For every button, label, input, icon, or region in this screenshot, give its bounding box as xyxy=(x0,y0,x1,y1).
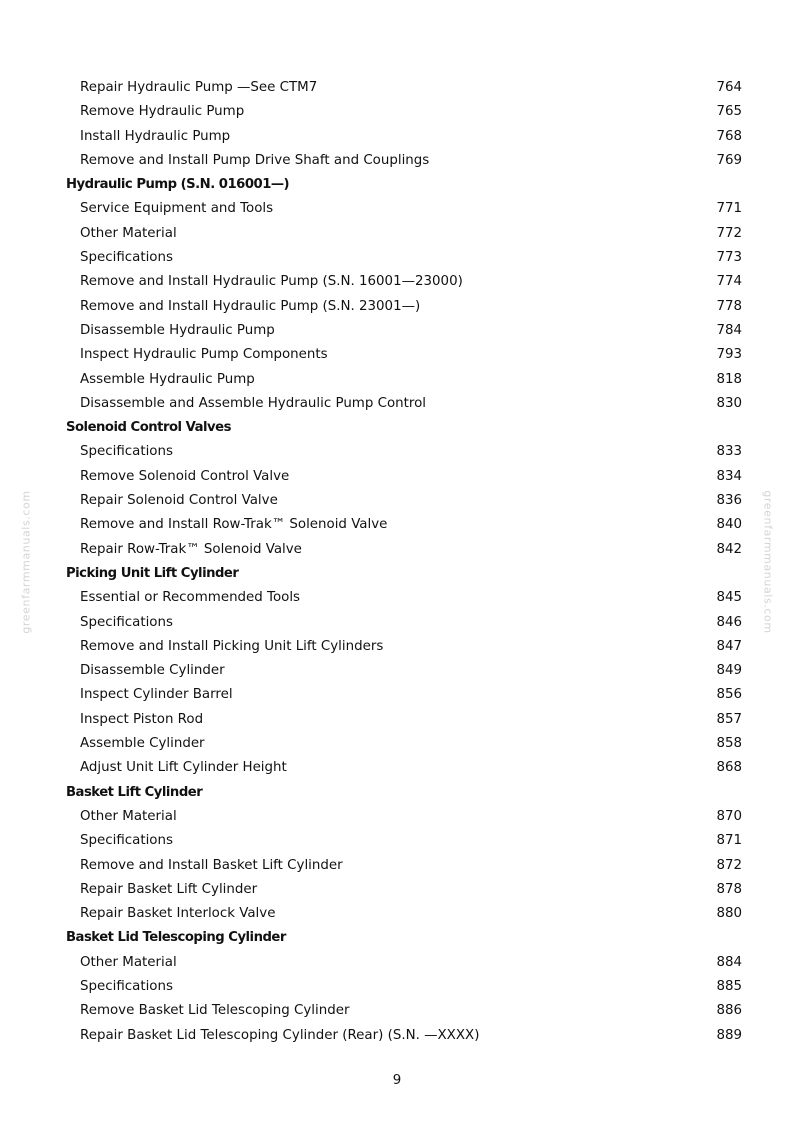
entry-page-number: 842 xyxy=(716,541,742,557)
entry-title: Essential or Recommended Tools xyxy=(80,590,301,606)
toc-entry[interactable] xyxy=(66,76,742,100)
entry-title: Specifications xyxy=(80,250,173,266)
toc-entry[interactable] xyxy=(66,197,742,221)
entry-page-number: 870 xyxy=(716,808,742,824)
entry-page-number: 857 xyxy=(716,711,742,727)
entry-page-number: 771 xyxy=(716,201,742,217)
toc-entry[interactable] xyxy=(66,489,742,513)
entry-page-number: 764 xyxy=(716,80,742,95)
section-title: Solenoid Control Valves xyxy=(66,420,231,436)
toc-section-heading xyxy=(66,781,742,805)
toc-entry[interactable] xyxy=(66,878,742,902)
entry-page-number: 773 xyxy=(716,250,742,266)
entry-title: Other Material xyxy=(80,225,177,241)
entry-page-number: 847 xyxy=(716,638,742,654)
entry-page-number: 880 xyxy=(716,906,742,922)
toc-entry[interactable] xyxy=(66,295,742,319)
entry-title: Remove Hydraulic Pump xyxy=(80,104,245,120)
entry-title: Inspect Piston Rod xyxy=(80,711,204,727)
entry-title: Repair Row-Trak™ Solenoid Valve xyxy=(80,541,302,557)
entry-page-number: 772 xyxy=(716,225,742,241)
toc-entry[interactable] xyxy=(66,1024,742,1048)
entry-page-number: 818 xyxy=(716,371,742,387)
toc-entry[interactable] xyxy=(66,611,742,635)
entry-page-number: 778 xyxy=(716,298,742,314)
toc-entry[interactable] xyxy=(66,513,742,537)
section-title: Basket Lid Telescoping Cylinder xyxy=(66,930,286,946)
section-title: Picking Unit Lift Cylinder xyxy=(66,565,239,581)
toc-entry[interactable] xyxy=(66,659,742,683)
entry-title: Disassemble Hydraulic Pump xyxy=(80,322,275,338)
toc-section-heading xyxy=(66,173,742,197)
section-title: Hydraulic Pump (S.N. 016001—) xyxy=(66,177,290,193)
entry-title: Remove Solenoid Control Valve xyxy=(80,468,290,484)
entry-title: Remove and Install Picking Unit Lift Cylinders xyxy=(80,638,384,654)
toc-entry[interactable] xyxy=(66,343,742,367)
entry-title: Adjust Unit Lift Cylinder Height xyxy=(80,760,287,776)
table-of-contents xyxy=(66,76,742,1048)
entry-page-number: 858 xyxy=(716,736,742,752)
toc-entry[interactable] xyxy=(66,392,742,416)
toc-entry[interactable] xyxy=(66,708,742,732)
entry-page-number: 833 xyxy=(716,444,742,460)
entry-page-number: 774 xyxy=(716,274,742,290)
toc-entry[interactable] xyxy=(66,683,742,707)
entry-page-number: 765 xyxy=(716,104,742,120)
toc-entry[interactable] xyxy=(66,125,742,149)
toc-entry[interactable] xyxy=(66,246,742,270)
entry-page-number: 846 xyxy=(716,614,742,630)
toc-entry[interactable] xyxy=(66,270,742,294)
entry-page-number: 878 xyxy=(716,881,742,897)
toc-entry[interactable] xyxy=(66,854,742,878)
section-title: Basket Lift Cylinder xyxy=(66,784,203,800)
toc-entry[interactable] xyxy=(66,999,742,1023)
toc-entry[interactable] xyxy=(66,222,742,246)
toc-entry[interactable] xyxy=(66,368,742,392)
page-number: 9 xyxy=(392,1073,402,1088)
entry-title: Repair Hydraulic Pump —See CTM7 xyxy=(80,80,318,95)
toc-entry[interactable] xyxy=(66,149,742,173)
entry-page-number: 768 xyxy=(716,128,742,144)
toc-entry[interactable] xyxy=(66,902,742,926)
entry-page-number: 889 xyxy=(716,1027,742,1043)
entry-title: Repair Basket Lift Cylinder xyxy=(80,881,258,897)
entry-page-number: 886 xyxy=(716,1003,742,1019)
watermark-right: greenfarmmanuals.com xyxy=(761,490,775,634)
entry-page-number: 871 xyxy=(716,833,742,849)
entry-title: Service Equipment and Tools xyxy=(80,201,274,217)
toc-section-heading xyxy=(66,416,742,440)
toc-entry[interactable] xyxy=(66,805,742,829)
entry-page-number: 793 xyxy=(716,347,742,363)
entry-title: Install Hydraulic Pump xyxy=(80,128,231,144)
toc-entry[interactable] xyxy=(66,586,742,610)
toc-entry[interactable] xyxy=(66,538,742,562)
entry-title: Specifications xyxy=(80,978,173,994)
entry-page-number: 872 xyxy=(716,857,742,873)
entry-title: Repair Basket Lid Telescoping Cylinder (Rear) (S.N. —XXXX) xyxy=(80,1027,480,1043)
entry-title: Repair Solenoid Control Valve xyxy=(80,493,278,509)
entry-title: Disassemble Cylinder xyxy=(80,663,225,679)
entry-title: Assemble Cylinder xyxy=(80,736,205,752)
entry-title: Remove and Install Hydraulic Pump (S.N. 16001—23000) xyxy=(80,274,463,290)
entry-page-number: 840 xyxy=(716,517,742,533)
entry-title: Other Material xyxy=(80,954,177,970)
entry-title: Assemble Hydraulic Pump xyxy=(80,371,255,387)
entry-title: Remove and Install Pump Drive Shaft and Couplings xyxy=(80,152,430,168)
toc-section-heading xyxy=(66,562,742,586)
entry-page-number: 868 xyxy=(716,760,742,776)
toc-entry[interactable] xyxy=(66,975,742,999)
entry-title: Inspect Hydraulic Pump Components xyxy=(80,347,328,363)
entry-title: Inspect Cylinder Barrel xyxy=(80,687,233,703)
toc-section-heading xyxy=(66,926,742,950)
entry-title: Specifications xyxy=(80,444,173,460)
entry-title: Other Material xyxy=(80,808,177,824)
toc-entry[interactable] xyxy=(66,635,742,659)
toc-entry[interactable] xyxy=(66,732,742,756)
entry-page-number: 845 xyxy=(716,590,742,606)
toc-entry[interactable] xyxy=(66,319,742,343)
entry-title: Disassemble and Assemble Hydraulic Pump Control xyxy=(80,395,427,411)
entry-title: Repair Basket Interlock Valve xyxy=(80,906,276,922)
entry-title: Specifications xyxy=(80,614,173,630)
entry-title: Remove and Install Hydraulic Pump (S.N. 23001—) xyxy=(80,298,421,314)
entry-page-number: 849 xyxy=(716,663,742,679)
toc-entry[interactable] xyxy=(66,951,742,975)
entry-title: Remove and Install Basket Lift Cylinder xyxy=(80,857,343,873)
entry-page-number: 884 xyxy=(716,954,742,970)
entry-title: Remove and Install Row-Trak™ Solenoid Valve xyxy=(80,517,388,533)
entry-page-number: 784 xyxy=(716,322,742,338)
entry-page-number: 830 xyxy=(716,395,742,411)
entry-title: Remove Basket Lid Telescoping Cylinder xyxy=(80,1003,350,1019)
entry-page-number: 856 xyxy=(716,687,742,703)
watermark-left: greenfarmmanuals.com xyxy=(19,490,33,634)
toc-entry[interactable] xyxy=(66,440,742,464)
toc-entry[interactable] xyxy=(66,829,742,853)
entry-page-number: 769 xyxy=(716,152,742,168)
toc-entry[interactable] xyxy=(66,756,742,780)
toc-entry[interactable] xyxy=(66,100,742,124)
entry-page-number: 834 xyxy=(716,468,742,484)
toc-entry[interactable] xyxy=(66,465,742,489)
entry-page-number: 885 xyxy=(716,978,742,994)
entry-title: Specifications xyxy=(80,833,173,849)
entry-page-number: 836 xyxy=(716,493,742,509)
